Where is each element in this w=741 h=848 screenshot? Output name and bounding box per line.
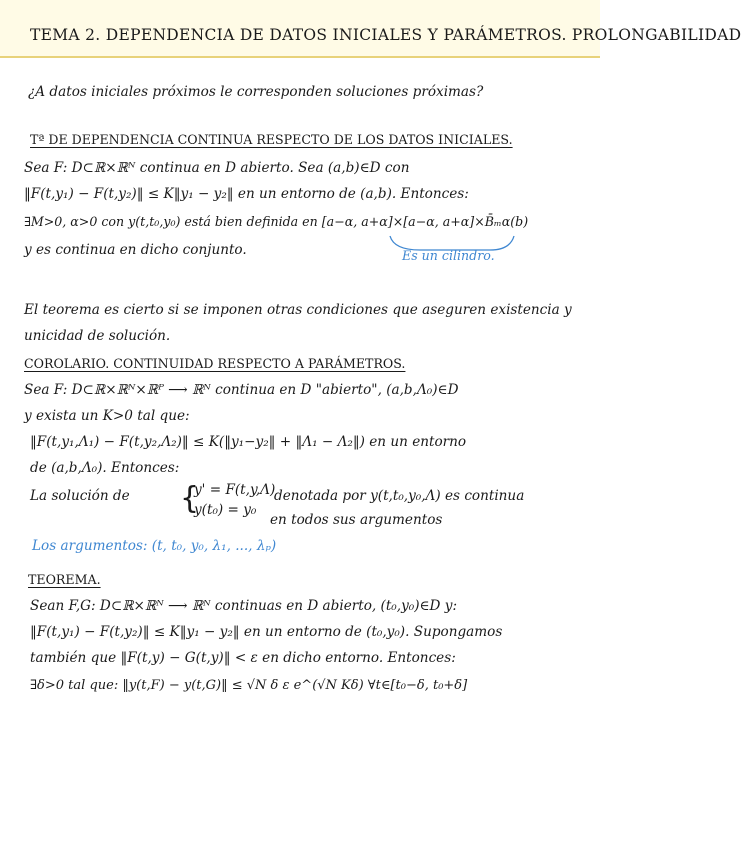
theorem2-line3: también que ‖F(t,y) − G(t,y)‖ < ε en dicho entorno. Entonces: (30, 650, 456, 666)
corollary-note: Los argumentos: (t, t₀, y₀, λ₁, ..., λₚ) (32, 538, 277, 554)
remark-line2: unicidad de solución. (24, 328, 171, 344)
corollary-line7: en todos sus argumentos (270, 512, 443, 528)
theorem2-line2: ‖F(t,y₁) − F(t,y₂)‖ ≤ K‖y₁ − y₂‖ en un entorno de (t₀,y₀). Supongamos (30, 624, 503, 640)
page-title: TEMA 2. DEPENDENCIA DE DATOS INICIALES Y PARÁMETROS. PROLONGABILIDAD (30, 26, 741, 44)
theorem1-line3: ∃M>0, α>0 con y(t,t₀,y₀) está bien definida en [a−α, a+α]×[a−α, a+α]×B̄ₘα(b) (24, 214, 529, 229)
theorem1-heading: Tª DE DEPENDENCIA CONTINUA RESPECTO DE LOS DATOS INICIALES. (30, 132, 513, 147)
question-line: ¿A datos iniciales próximos le corresponden soluciones próximas? (28, 84, 484, 100)
header-rule (0, 56, 600, 58)
theorem1-line4: y es continua en dicho conjunto. (24, 242, 247, 258)
system-equation: y' = F(t,y,Λ) (194, 482, 276, 498)
theorem1-line2: ‖F(t,y₁) − F(t,y₂)‖ ≤ K‖y₁ − y₂‖ en un entorno de (a,b). Entonces: (24, 186, 469, 202)
corollary-line3: ‖F(t,y₁,Λ₁) − F(t,y₂,Λ₂)‖ ≤ K(‖y₁−y₂‖ + ‖Λ₁ − Λ₂‖) en un entorno (30, 434, 467, 450)
theorem2-heading: TEOREMA. (28, 572, 101, 587)
theorem1-line1: Sea F: D⊂ℝ×ℝᴺ continua en D abierto. Sea (a,b)∈D con (24, 160, 410, 176)
theorem2-line1: Sean F,G: D⊂ℝ×ℝᴺ ⟶ ℝᴺ continuas en D abierto, (t₀,y₀)∈D y: (30, 598, 458, 614)
theorem2-line4: ∃δ>0 tal que: ‖y(t,F) − y(t,G)‖ ≤ √N δ ε e^(√N Kδ) ∀t∈[t₀−δ, t₀+δ] (30, 678, 468, 693)
corollary-line4: de (a,b,Λ₀). Entonces: (30, 460, 180, 476)
corollary-line5: La solución de (30, 488, 130, 504)
corollary-line1: Sea F: D⊂ℝ×ℝᴺ×ℝᴾ ⟶ ℝᴺ continua en D "abierto", (a,b,Λ₀)∈D (24, 382, 459, 398)
corollary-line6: denotada por y(t,t₀,y₀,Λ) es continua (274, 488, 525, 504)
system-brace: { (180, 481, 200, 516)
corollary-line2: y exista un K>0 tal que: (24, 408, 190, 424)
corollary-heading: COROLARIO. CONTINUIDAD RESPECTO A PARÁMETROS. (24, 356, 406, 371)
theorem1-note: Es un cilindro. (402, 248, 495, 263)
system-initial-condition: y(t₀) = y₀ (194, 502, 257, 518)
remark-line1: El teorema es cierto si se imponen otras condiciones que aseguren existencia y (24, 302, 572, 318)
